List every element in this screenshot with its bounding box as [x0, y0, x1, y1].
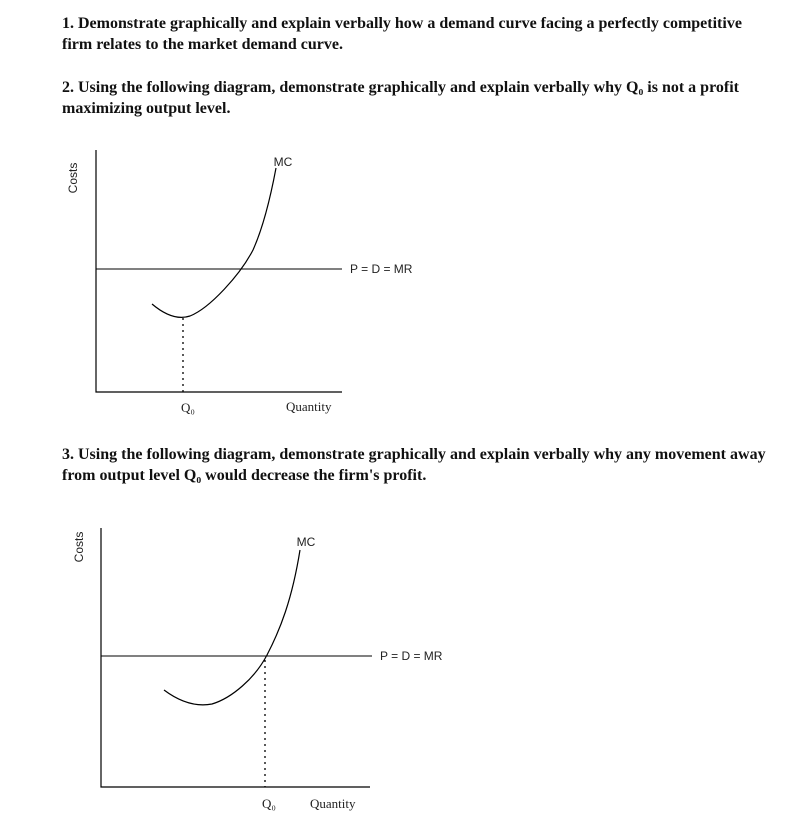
question-2: 2. Using the following diagram, demonstrate graphically and explain verbally why Q₀ is not a profit maximizing output level. — [62, 79, 739, 117]
diagram-1-q0-label: Q₀ — [181, 400, 195, 415]
diagram-1-x-axis-label: Quantity — [286, 399, 332, 414]
diagram-2-mc-curve — [164, 550, 300, 705]
diagram-2-mc-label: MC — [296, 535, 316, 549]
diagram-2-x-axis-label: Quantity — [310, 796, 356, 811]
question-3: 3. Using the following diagram, demonstrate graphically and explain verbally why any movement away from output level Q₀ would decrease the firm's profit. — [62, 446, 766, 484]
diagram-2 — [72, 528, 443, 811]
question-1: 1. Demonstrate graphically and explain verbally how a demand curve facing a perfectly competitive firm relates to the market demand curve. — [62, 15, 742, 53]
diagram-1-axes — [96, 150, 342, 392]
diagram-1 — [66, 150, 413, 415]
diagram-2-y-axis-label: Costs — [72, 531, 86, 563]
diagram-1-price-label: P = D = MR — [350, 262, 413, 276]
diagram-1-mc-label: MC — [273, 155, 293, 169]
diagram-1-mc-curve — [152, 168, 276, 317]
diagram-2-q0-label: Q₀ — [262, 796, 276, 811]
diagram-1-y-axis-label: Costs — [66, 162, 80, 194]
diagram-2-price-label: P = D = MR — [380, 649, 443, 663]
diagram-2-axes — [101, 528, 370, 787]
